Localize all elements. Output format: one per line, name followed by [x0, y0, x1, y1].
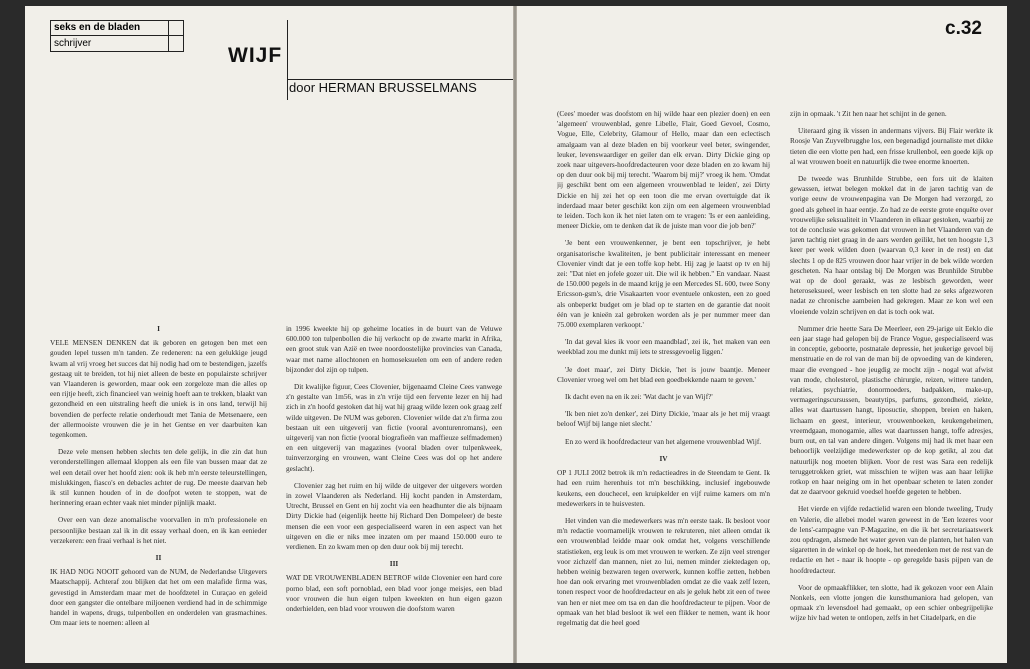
paragraph: in 1996 kweekte hij op geheime locaties in de buurt van de Veluwe 600.000 ton tulpenbollen die hij verkocht op de zwarte markt in Afrika, een groot stuk van Azië en twee noordoostelijke provincies van Canada, waar met name allochtonen en homoseksuelen om een of andere reden bijzonder dol zijn op tulpen.	[286, 324, 502, 374]
left-page	[25, 6, 513, 663]
paragraph: 'In dat geval kies ik voor een maandblad', zei ik, 'het maken van een weekblad zou me dunkt mij iets te stressgevoelig liggen.'	[557, 337, 770, 357]
paragraph: Voor de opmaakflikker, ten slotte, had ik gekozen voor een Alain Nonkels, een vlotte jongen die kunsthumaniora had gelopen, van opmaak z'n levensdoel had gemaakt, op een schier onbegrijpelijke wijze hiv had weten te ontlopen, zelfs in het Citadelpark, en die	[790, 582, 993, 623]
article-title: WIJF	[228, 44, 283, 67]
section-heading: I	[157, 324, 160, 333]
text-column-left-2	[286, 324, 502, 659]
page-number: c.32	[945, 18, 982, 39]
paragraph: De tweede was Brunhilde Strubbe, een fors uit de klaiten gewassen, ietwat belegen mokkel dat in de jaren tachtig van de vorige eeuw de vrouwenpagina van De Morgen had verzorgd, zo goed als geheel in haar eentje. Zo had ze de eerste grote enquête over vrouwelijke seksualiteit in Vlaanderen in elkaar gestoken, waarbij ze tot de conclusie was gekomen dat vrouwen in het Vlaanderen van de jaren tachtig niet graag in de aars werden geilikt, het ten hoogste 1,3 keer per week wilden doen (waarvan 0,3 keer in de rest) en dat slechts 1 op de 825 vrouwen door haar vrijer in de bek wilde worden gescheten. Na haar ontslag bij De Morgen was Brunhilde Strubbe wat op de dool geraakt, was ze lesbisch geworden, weer heteroseksueel, weer lesbisch en ten slotte had ze seks afgezworen nadat ze chronische aambeien had gekregen. Maar ze kon wel een vloeiende volzin schrijven en dat is toch ook wat.	[790, 174, 993, 316]
paragraph: Nummer drie heette Sara De Meerleer, een 29-jarige uit Eeklo die een jaar stage had gelopen bij de France Vogue, gespecialiseerd was in conceptie, geboorte, postnatale depressie, het jeukerige gevoel bij menstruatie en de rol van de man bij de opvoeding van de kinderen, maar die evengoed - hoe jeugdig ze mocht zijn - nogal wat afwist van mode, cholesterol, plastische chirurgie, reizen, wittere tanden, relaties, psychiatrie, donormoeders, badpakken, make-up, vermageringscursussen, beautytips, parfums, gezondheid, ziekte, alles wat daartussen hangt, liposuctie, shoppen, breien en haken, lichaam en geest, interieur, vrouwenboeken, keukengeheimen, vreemdgaan, monogamie, alles wat daartussen hangt, toffe adresjes, burn out, en tal van andere dingen. Volgens mij had ik met haar een behoorlijk veelzijdige medewerkster op de kop getikt, al zou dat natuurlijk nog moeten blijken. Voor de rest was Sara een redelijk teruggetrokken griet, wat misschien te wijten was aan haar lelijke rotkop en haar neiging om in het openbaar scheten te laten zonder dat ze daarvoor gekruid voedsel hoefde gegeten te hebben.	[790, 323, 993, 497]
paragraph: Over een van deze anomalische voorvallen in m'n professionele en persoonlijke bestaan zal ik in dit essay verhaal doen, en ik kan eenieder verzekeren: een fraai verhaal is het niet.	[50, 515, 267, 545]
subsection-label: schrijver	[54, 38, 92, 49]
paragraph: Het vinden van die medewerkers was m'n eerste taak. Ik besloot voor m'n redactie voornamelijk vrouwen te rekruteren, niet alleen omdat ik een vrouwenblad leidde maar ook omdat het, volgens verschillende statistieken, erg leuk is om met vrouwen te werken. Ze zijn veel strenger voor zichzelf dan mannen, niet zo lui, nemen minder ziektedagen op, hebben weinig bezwaren tegen overwerk, kunnen koffie zetten, hebben hoe dan ook ervaring met vrouwenbladen omdat ze die vaak zelf lezen, tonen respect voor de hoofdredacteur en als je geluk hebt zit een of twee van hen er niet mee om tsa en dan die hoofdredacteur te pijpen. Voor de opmaak van het blad besloot ik wel een flikker te nemen, want ik hoor regelmatig dat die heel goed	[557, 515, 770, 627]
paragraph: Clovenier zag het ruim en hij wilde de uitgever der uitgevers worden in zowel Vlaanderen als Nederland. Hij kocht panden in Amsterdam, Utrecht, Brussel en Gent en hij zocht via een headhunter die als bijnaam Dirty Dickie had (eigenlijk heette hij Richard Den Dompeleer) de beste mensen die een voor een gespecialiseerd waren in een aspect van het uitgeven en die er niks mee inzaten om per maand 150.000 euro te verdienen. En zo kwam men op den duur ook bij mij terecht.	[286, 480, 502, 552]
box-divider	[168, 21, 169, 51]
paragraph: (Cees' moeder was doofstom en hij wilde haar een plezier doen) en een 'algemeen' vrouwenblad, genre Libelle, Flair, Goed Gevoel, Cosmo, Vogue, Elle, Celebrity, Glamour of Hello, maar dan een eclectisch amalgaam van al deze bladen en bij voorkeur veel beter, swingender, leuker, levenswaardiger en geiler dan elk ervan. Dirty Dickie ging op zoek naar uitgevers-hoofdredacteuren voor deze bladen en zo kwam hij op den duur ook bij mij terecht. 'Waarom bij mij?' vroeg ik hem. 'Omdat jij geschikt bent om een algemeen vrouwenblad te leiden', zei Dirty Dickie en hij zei het op een toon die me ervan overtuigde dat ik inderdaad maar beter geschikt kon zijn om een algemeen vrouwenblad te leiden. Toch kon ik het niet laten om te vragen: 'Is er een aanleiding, meneer Dickie, om te denken dat ik de juiste man voor die job ben?'	[557, 109, 770, 231]
text-column-left-1	[50, 324, 267, 659]
section-heading: IV	[659, 453, 668, 463]
text-column-right-1	[557, 109, 770, 659]
section-label: seks en de bladen	[51, 21, 183, 36]
paragraph: OP 1 JULI 2002 betrok ik m'n redactieadres in de Steendam te Gent. Ik had een ruim herenhuis tot m'n beschikking, inclusief ingebouwde keukens, een douchecel, een kruipkelder en vijf ruime kamers om m'n medewerkers in te huisvesten.	[557, 468, 770, 508]
paragraph: zijn in opmaak. 't Zit hen naar het schijnt in de genen.	[790, 109, 947, 118]
paragraph: Uiteraard ging ik vissen in andermans vijvers. Bij Flair werkte ik Roosje Van Zuyvelbrugghe los, een begenadigd journaliste met dikke tieten die een vlotte pen had, een frisse krullenbol, een goede kijk op al wat vrouwen boeit en natuurlijk die twee enorme knoerten.	[790, 126, 993, 166]
title-rule-vertical	[287, 20, 288, 100]
section-label-box	[50, 20, 184, 52]
paragraph: WAT DE VROUWENBLADEN BETROF wilde Clovenier een hard core porno blad, een soft pornoblad, een blad voor jonge meisjes, een blad voor vrouwen die hun eigen tulpen kweekten en hun eigen gazon onderhielden, een blad voor vrouwen die doofstom waren	[286, 573, 502, 614]
paragraph: 'Je bent een vrouwenkenner, je bent een topschrijver, je hebt organisatorische kwaliteiten, je bent publicitair interessant en meneer Clovenier vindt dat je een toffe kop hebt. Hij zag je laatst op tv en hij zei: "Dat niet en jofele gozer uit. Die wil ik hebben." En vandaar. Naast de 150.000 pegels in de maand krijg je een Mercedes SL 600, twee Sony Ericsson-gsm's, drie Visakaarten voor eventuele onkosten, een zo goed als onbeperkt budget om je blad op te starten en de garantie dat nooit één van je knieën zal gebroken worden als je per nummer meer dan 75.000 exemplaren verkoopt.'	[557, 238, 770, 330]
article-byline: door HERMAN BRUSSELMANS	[289, 80, 477, 95]
section-heading: II	[155, 553, 162, 563]
paragraph: Deze vele mensen hebben slechts ten dele gelijk, in die zin dat hun veronderstellingen allemaal kloppen als een file van bussen maar dat ze wel een detail over het hoofd zien: ook ik heb m'n eerste teleurstellingen, mislukkingen, fiasco's en debacles achter de rug. De meeste daarvan heb ik stil kunnen houden of in de doofpot weten te stoppen, wat de herinnering eraan echter vaak niet minder pijnlijk maakt.	[50, 447, 267, 508]
text-column-right-2	[790, 109, 993, 659]
paragraph: Dit kwalijke figuur, Cees Clovenier, bijgenaamd Cleine Cees vanwege z'n gestalte van 1m56, was in z'n vrije tijd een fervente lezer en hij had zich in z'n hoofd gestoken dat hij wat hij graag wilde lezen ook graag zelf wilde uitgeven. De NUM was geboren. Clovenier wilde dat z'n firma zou bestaan uit een uitgeverij van fictie (vooral avonturenromans), een uitgeverij van non fictie (vooral biografieën van maffieuze selfmademen) en een uitgeverij van magazines (vooral bladen over tulpenkweek, tuinverzorging en vrouwen, want Cleine Cees was dol op het andere geslacht).	[286, 382, 502, 473]
paragraph: Het vierde en vijfde redactielid waren een blonde tweeling, Trudy en Valerie, die allebei model waren geweest in de 'Een lezeres voor de lens'-campagne van P-Magazine, en die ik het secretariaatswerk zou opdragen, alsmede het water geven van de planten, het halen van sigaretten in de winkel op de hoek, het meedenken met de rest van de redactie en het - naar ik hoopte - op geregelde basis pijpen van de hoofdredacteur.	[790, 504, 993, 575]
section-heading: III	[389, 559, 399, 569]
paragraph: 'Je doet maar', zei Dirty Dickie, 'het is jouw baantje. Meneer Clovenier vroeg wel om het blad een goedbekkende naam te geven.'	[557, 364, 770, 384]
paragraph: 'Ik ben niet zo'n denker', zei Dirty Dickie, 'maar als je het mij vraagt beloof Wijf bij lange niet slecht.'	[557, 409, 770, 429]
paragraph: IK HAD NOG NOOIT gehoord van de NUM, de Nederlandse Uitgevers Maatschappij. Achteraf zou blijken dat het om een malafide firma was, gevestigd in Amsterdam maar met de hoofdzetel in Curaçao en geleid door een gangster die ontelbare miljoenen verdiend had in de schimmige handel in wapens, drugs, tulpenbollen en onderdelen van grasmachines. Om maar iets te noemen: alleen al	[50, 567, 267, 628]
paragraph: Ik dacht even na en ik zei: 'Wat dacht je van Wijf?'	[565, 392, 713, 402]
right-page	[517, 6, 1007, 663]
paragraph: En zo werd ik hoofdredacteur van het algemene vrouwenblad Wijf.	[565, 436, 762, 446]
paragraph: VELE MENSEN DENKEN dat ik geboren en getogen ben met een gouden lepel tussen m'n tanden. Ze redeneren: na een gelukkige jeugd kwam al vrij vroeg het succes dat hij nodig had om te bestendigen, jazelfs gestaag uit te breiden, tot hij niet alleen de beste en populairste schrijver van Vlaanderen is geworden, maar ook een zorgeloze man die alles op een rijtje heeft, zich financieel van weinig hoeft aan te trekken, blaakt van gezondheid en een uitstraling heeft die uniek is in ons land, terwijl hij bovendien de perfecte relatie onderhoudt met Tania de Metsenaere, een der allermooiste vrouwen die je in het Gentse en ver daarbuiten kan tegenkomen.	[50, 338, 267, 440]
